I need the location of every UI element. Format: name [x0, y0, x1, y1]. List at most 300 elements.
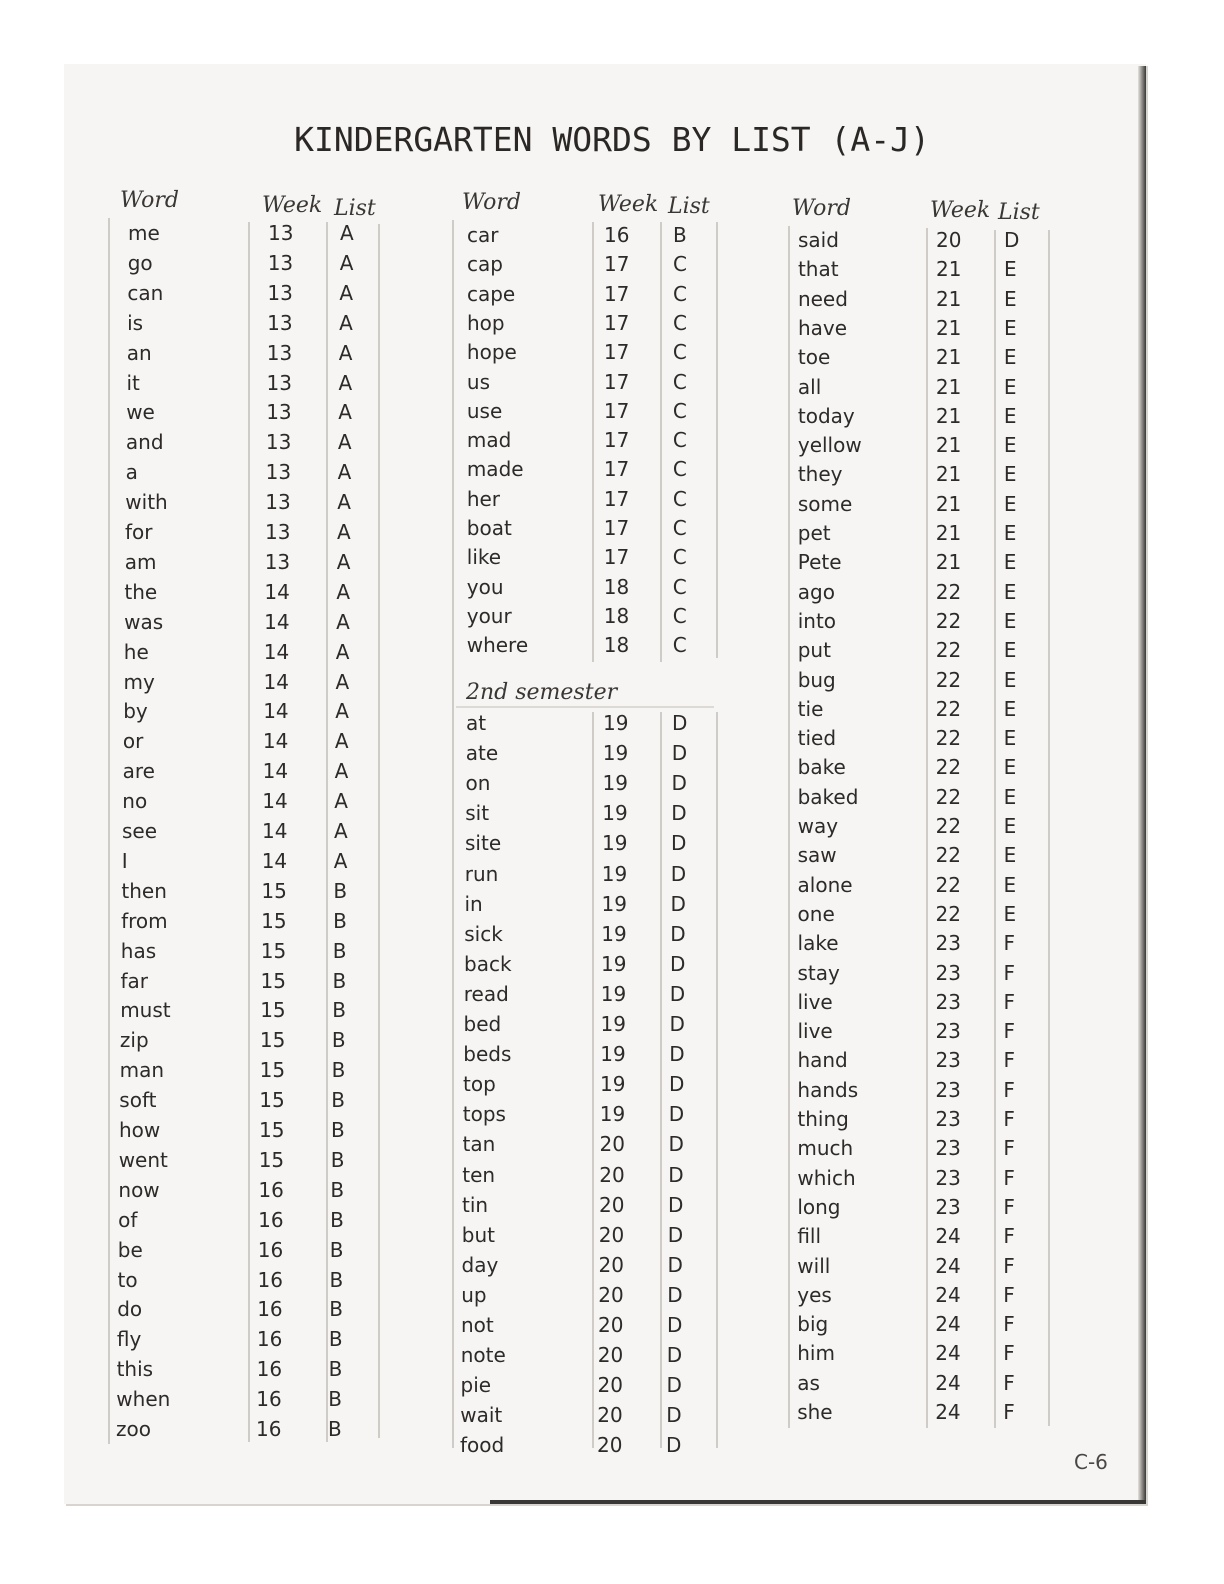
week-cell: 19 [603, 711, 629, 735]
list-cell: B [329, 1267, 344, 1292]
word-cell: cap [466, 252, 503, 277]
week-cell: 19 [600, 981, 627, 1006]
word-cell: then [121, 878, 167, 903]
list-cell: D [667, 1282, 683, 1307]
word-cell: from [121, 908, 168, 933]
list-cell: F [1003, 1312, 1015, 1337]
word-cell: read [463, 981, 509, 1006]
word-cell: use [466, 398, 503, 423]
list-cell: A [337, 430, 352, 455]
list-cell: F [1003, 1224, 1015, 1249]
word-cell: ate [465, 741, 499, 766]
word-cell: which [797, 1165, 856, 1190]
word-cell: can [127, 280, 164, 305]
word-cell: said [798, 228, 839, 252]
week-cell: 19 [602, 801, 628, 826]
list-cell: B [673, 223, 687, 247]
week-cell: 17 [603, 486, 630, 511]
list-cell: D [666, 1343, 683, 1368]
word-cell: bed [463, 1012, 502, 1036]
list-cell: D [672, 711, 688, 735]
word-cell: but [461, 1222, 495, 1247]
list-cell: D [667, 1313, 683, 1337]
list-cell: D [666, 1373, 682, 1398]
word-cell: one [797, 901, 835, 926]
word-cell: tin [462, 1192, 489, 1217]
week-cell: 15 [259, 1028, 286, 1053]
word-cell: tops [462, 1102, 506, 1127]
word-cell: day [461, 1252, 499, 1277]
list-cell: D [671, 801, 687, 826]
word-cell: made [466, 457, 524, 482]
week-cell: 21 [935, 286, 962, 311]
list-cell: E [1003, 257, 1017, 282]
col3-word-divider [788, 226, 790, 1428]
list-cell: F [1003, 1077, 1015, 1102]
word-cell: no [122, 789, 148, 814]
paper-edge-bottom [490, 1500, 1146, 1504]
week-cell: 20 [598, 1222, 625, 1247]
week-cell: 16 [256, 1357, 283, 1382]
col1-list-divider [326, 222, 328, 1442]
word-cell: she [797, 1400, 833, 1424]
list-cell: F [1003, 1019, 1015, 1044]
week-cell: 14 [263, 699, 289, 724]
list-cell: E [1003, 345, 1017, 370]
list-cell: A [334, 789, 348, 814]
week-cell: 23 [935, 1048, 961, 1073]
list-cell: E [1003, 901, 1017, 926]
word-cell: need [797, 286, 848, 311]
list-cell: D [670, 891, 686, 916]
word-cell: ago [797, 579, 835, 604]
word-cell: note [460, 1343, 506, 1368]
week-cell: 14 [261, 848, 288, 873]
list-cell: A [340, 221, 354, 245]
week-cell: 21 [935, 257, 962, 282]
list-cell: B [333, 878, 348, 903]
week-cell: 24 [935, 1312, 961, 1337]
word-cell: pie [460, 1373, 492, 1398]
word-cell: fill [797, 1224, 822, 1249]
week-cell: 19 [602, 831, 628, 856]
word-cell: be [117, 1237, 143, 1262]
word-cell: into [797, 608, 837, 633]
word-cell: we [126, 400, 155, 425]
week-cell: 14 [262, 729, 289, 754]
list-cell: D [671, 741, 688, 766]
word-cell: on [465, 771, 491, 796]
list-cell: F [1003, 960, 1016, 985]
word-cell: how [119, 1118, 161, 1142]
week-cell: 22 [935, 579, 962, 604]
week-cell: 13 [265, 460, 292, 485]
list-cell: B [332, 938, 347, 963]
week-cell: 19 [602, 771, 628, 796]
list-cell: B [333, 908, 347, 933]
word-cell: hands [797, 1077, 859, 1102]
word-cell: much [797, 1136, 854, 1161]
list-cell: F [1003, 1400, 1015, 1424]
list-cell: F [1003, 1048, 1015, 1073]
list-cell: B [328, 1417, 342, 1441]
word-cell: an [126, 340, 152, 365]
word-cell: back [464, 951, 512, 976]
list-cell: C [672, 457, 687, 482]
list-cell: C [672, 545, 687, 570]
week-cell: 14 [264, 609, 290, 634]
list-cell: D [668, 1132, 684, 1157]
list-cell: D [1004, 228, 1020, 252]
col2-word-divider [452, 220, 454, 1448]
week-cell: 23 [935, 931, 961, 956]
list-cell: F [1003, 1107, 1015, 1131]
list-cell: D [670, 921, 686, 946]
week-cell: 22 [935, 608, 962, 633]
week-cell: 21 [935, 521, 962, 545]
week-cell: 24 [935, 1253, 961, 1278]
word-cell: do [117, 1297, 143, 1322]
word-cell: you [466, 574, 504, 599]
list-cell: B [331, 1118, 345, 1142]
list-cell: A [335, 669, 350, 694]
word-cell: I [121, 848, 128, 873]
header-word-3: Word [792, 196, 851, 221]
week-cell: 20 [599, 1132, 625, 1157]
list-cell: E [1003, 872, 1017, 897]
list-cell: D [670, 951, 686, 976]
list-cell: F [1003, 1253, 1015, 1278]
list-cell: E [1003, 726, 1017, 751]
list-cell: A [334, 759, 349, 784]
week-cell: 15 [259, 1088, 285, 1113]
list-cell: C [672, 340, 687, 365]
list-cell: C [672, 310, 687, 335]
word-cell: and [125, 430, 164, 455]
word-cell: thing [797, 1107, 849, 1131]
list-cell: F [1003, 931, 1016, 956]
week-cell: 22 [935, 872, 961, 897]
list-cell: D [666, 1433, 682, 1458]
word-cell: us [466, 369, 490, 394]
list-cell: D [668, 1162, 684, 1187]
list-cell: E [1003, 608, 1017, 633]
list-cell: D [668, 1192, 684, 1217]
week-cell: 16 [257, 1297, 283, 1322]
week-cell: 15 [259, 1118, 285, 1142]
week-cell: 23 [935, 1077, 961, 1102]
word-cell: her [466, 486, 501, 511]
word-cell: went [118, 1147, 168, 1172]
week-cell: 20 [598, 1313, 624, 1337]
week-cell: 17 [603, 398, 630, 423]
word-cell: site [465, 831, 502, 856]
word-cell: lake [797, 931, 839, 956]
list-cell: A [335, 639, 350, 664]
week-cell: 16 [257, 1237, 284, 1262]
week-cell: 16 [604, 223, 630, 247]
week-cell: 23 [935, 1019, 961, 1044]
week-cell: 21 [935, 403, 962, 428]
week-cell: 15 [260, 968, 286, 993]
word-cell: some [797, 491, 853, 516]
week-cell: 14 [263, 639, 290, 664]
word-cell: hand [797, 1048, 848, 1073]
list-cell: B [328, 1387, 343, 1412]
word-cell: put [797, 638, 831, 663]
word-cell: beds [463, 1042, 512, 1067]
week-cell: 15 [259, 1058, 286, 1083]
list-cell: B [329, 1237, 344, 1262]
week-cell: 14 [262, 819, 288, 843]
week-cell: 22 [935, 696, 962, 721]
week-cell: 13 [266, 370, 292, 395]
word-cell: sit [465, 801, 490, 826]
word-cell: now [118, 1177, 160, 1202]
list-cell: B [331, 1058, 346, 1083]
week-cell: 14 [264, 579, 290, 604]
list-cell: C [672, 252, 687, 277]
word-cell: yellow [797, 433, 862, 458]
word-cell: live [797, 989, 833, 1014]
word-cell: tie [797, 696, 824, 721]
word-cell: far [120, 968, 149, 993]
week-cell: 23 [935, 1165, 961, 1190]
list-cell: D [669, 1042, 685, 1067]
word-cell: the [124, 579, 158, 604]
col2-right-divider-top [716, 222, 718, 658]
word-cell: a [125, 460, 138, 485]
list-cell: E [1003, 667, 1017, 692]
word-cell: to [117, 1267, 138, 1292]
list-cell: E [1003, 638, 1017, 663]
header-word-1: Word [120, 188, 179, 213]
week-cell: 13 [265, 520, 291, 544]
list-cell: D [668, 1102, 685, 1127]
list-cell: F [1003, 1370, 1015, 1395]
word-cell: see [122, 819, 158, 843]
week-cell: 15 [261, 878, 287, 903]
week-cell: 17 [603, 428, 630, 453]
list-cell: E [1003, 521, 1017, 545]
week-cell: 21 [935, 315, 962, 340]
week-cell: 22 [935, 755, 962, 780]
list-cell: B [332, 968, 347, 993]
week-cell: 15 [260, 998, 286, 1023]
week-cell: 19 [601, 921, 627, 946]
word-cell: tied [797, 726, 837, 751]
week-cell: 14 [262, 789, 288, 814]
list-cell: B [330, 1207, 344, 1232]
list-cell: B [332, 998, 346, 1023]
word-cell: has [120, 938, 157, 963]
word-cell: was [124, 609, 164, 634]
word-cell: live [797, 1019, 833, 1044]
list-cell: E [1003, 755, 1017, 780]
list-cell: C [672, 486, 687, 511]
word-cell: my [123, 669, 155, 694]
week-cell: 20 [597, 1403, 623, 1428]
word-cell: must [120, 998, 171, 1023]
list-cell: E [1003, 491, 1017, 516]
week-cell: 22 [935, 726, 962, 751]
word-cell: toe [797, 345, 831, 370]
word-cell: soft [119, 1088, 157, 1113]
week-cell: 20 [598, 1282, 624, 1307]
word-cell: up [461, 1282, 487, 1307]
week-cell: 20 [597, 1433, 623, 1458]
paper-edge [1138, 66, 1146, 1504]
week-cell: 14 [263, 669, 289, 694]
week-cell: 20 [599, 1162, 625, 1187]
word-cell: yes [797, 1282, 832, 1307]
week-cell: 19 [600, 1072, 626, 1097]
list-cell: D [671, 771, 687, 796]
list-cell: E [1003, 315, 1017, 340]
list-cell: D [670, 861, 687, 886]
week-cell: 23 [935, 1107, 961, 1131]
week-cell: 13 [264, 549, 291, 574]
week-cell: 22 [935, 843, 962, 868]
list-cell: A [336, 609, 350, 634]
word-cell: that [797, 257, 839, 282]
list-cell: A [338, 340, 353, 365]
week-cell: 20 [936, 228, 962, 252]
week-cell: 21 [935, 550, 962, 575]
list-cell: F [1003, 1341, 1015, 1366]
list-cell: D [669, 1012, 685, 1036]
list-cell: A [338, 400, 352, 425]
list-cell: C [672, 633, 687, 658]
week-cell: 17 [603, 369, 630, 394]
week-cell: 22 [935, 901, 961, 926]
word-cell: hope [466, 340, 517, 365]
col2-week-divider-top [592, 222, 594, 662]
col1-right-divider [378, 224, 380, 1438]
col2-week-divider-bottom [592, 712, 594, 1448]
col2-right-divider-bottom [716, 712, 718, 1448]
word-cell: it [126, 370, 140, 395]
week-cell: 23 [935, 960, 961, 985]
header-week-2: Week [598, 192, 659, 217]
word-cell: ten [462, 1162, 496, 1187]
list-cell: D [669, 1072, 685, 1097]
week-cell: 19 [600, 1042, 626, 1067]
word-cell: bake [797, 755, 846, 780]
col3-week-divider [926, 228, 928, 1428]
week-cell: 13 [266, 340, 293, 365]
list-cell: B [330, 1177, 345, 1202]
week-cell: 22 [935, 814, 962, 838]
list-cell: F [1003, 1282, 1015, 1307]
word-cell: have [797, 315, 848, 340]
week-cell: 14 [262, 759, 289, 784]
word-cell: sick [464, 921, 503, 946]
word-cell: wait [460, 1403, 503, 1428]
week-cell: 16 [256, 1387, 282, 1412]
list-cell: A [337, 490, 351, 515]
word-cell: bug [797, 667, 836, 692]
list-cell: E [1003, 433, 1017, 458]
word-cell: today [797, 403, 855, 428]
list-cell: A [333, 848, 348, 873]
week-cell: 22 [935, 667, 962, 692]
word-cell: when [116, 1387, 171, 1412]
week-cell: 23 [935, 989, 961, 1014]
list-cell: F [1003, 1194, 1015, 1219]
list-cell: B [328, 1327, 343, 1352]
week-cell: 18 [603, 574, 630, 599]
col3-list-divider [994, 230, 996, 1428]
week-cell: 21 [935, 433, 962, 458]
list-cell: A [335, 699, 349, 724]
header-list-1: List [334, 196, 376, 221]
list-cell: E [1003, 550, 1017, 575]
col1-week-divider [248, 222, 250, 1442]
list-cell: C [672, 516, 687, 540]
week-cell: 13 [265, 490, 291, 515]
list-cell: E [1003, 462, 1017, 487]
word-cell: alone [797, 872, 853, 897]
word-cell: or [122, 729, 144, 754]
week-cell: 18 [603, 633, 630, 658]
word-cell: this [116, 1357, 154, 1382]
list-cell: C [672, 603, 687, 628]
week-cell: 15 [261, 908, 287, 933]
list-cell: A [339, 250, 354, 275]
week-cell: 19 [600, 1012, 626, 1036]
word-cell: baked [797, 784, 859, 809]
week-cell: 13 [265, 430, 292, 455]
word-cell: stay [797, 960, 840, 985]
week-cell: 20 [597, 1373, 623, 1398]
word-cell: they [797, 462, 843, 487]
week-cell: 16 [257, 1267, 283, 1292]
week-cell: 20 [598, 1252, 624, 1277]
word-cell: big [797, 1312, 829, 1337]
list-cell: B [329, 1297, 343, 1322]
word-cell: pet [797, 521, 831, 545]
list-cell: D [667, 1252, 683, 1277]
header-week-1: Week [262, 193, 323, 218]
list-cell: B [331, 1028, 346, 1053]
list-cell: E [1003, 814, 1017, 838]
word-cell: cape [466, 281, 516, 306]
week-cell: 21 [935, 374, 962, 399]
week-cell: 21 [935, 491, 962, 516]
list-cell: C [672, 574, 687, 599]
week-cell: 17 [603, 310, 630, 335]
week-cell: 21 [935, 462, 962, 487]
word-cell: me [128, 221, 160, 245]
week-cell: 19 [602, 741, 629, 766]
col1-word-divider [108, 218, 110, 1444]
col2-list-divider-bottom [660, 712, 662, 1448]
word-cell: top [463, 1072, 496, 1097]
word-cell: will [797, 1253, 831, 1278]
week-cell: 17 [603, 252, 630, 277]
word-cell: car [467, 223, 499, 247]
col2-list-divider-top [660, 222, 662, 662]
list-cell: B [328, 1357, 343, 1382]
week-cell: 19 [599, 1102, 626, 1127]
list-cell: C [672, 369, 687, 394]
list-cell: E [1003, 579, 1017, 604]
list-cell: D [667, 1222, 684, 1247]
header-word-2: Word [462, 190, 521, 215]
list-cell: B [330, 1147, 345, 1172]
week-cell: 23 [935, 1136, 961, 1161]
